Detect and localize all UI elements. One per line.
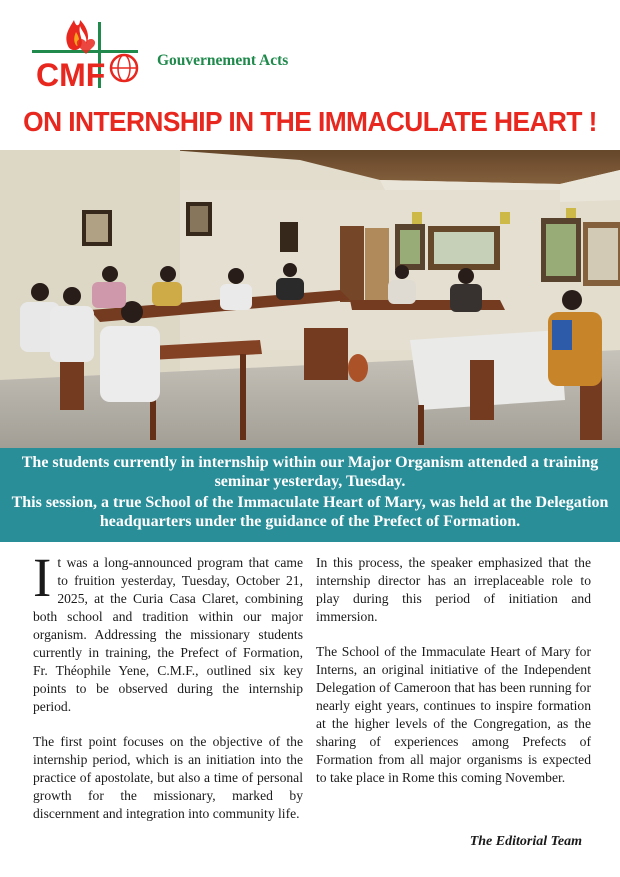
article-column-left [33,547,303,840]
seminar-photo [0,150,620,448]
summary-banner [0,448,620,542]
cmf-logo [28,16,150,94]
article-paragraph-2: The first point focuses on the objective of the internship period, which is an initiation into the practice of apostolate, but also a time of personal growth for the missionary, marked by discernment and integration into community life. [33,734,303,821]
banner-paragraph-2: This session, a true School of the Immaculate Heart of Mary, was held at the Delegation headquarters under the guidance of the Prefect of Formation. [11,494,609,530]
article-paragraph-1 [33,547,303,716]
editorial-signature: The Editorial Team [469,834,582,849]
section-label: Gouvernement Acts [157,52,289,69]
page-header [0,0,620,100]
page-title: ON INTERNSHIP IN THE IMMACULATE HEART ! [23,106,597,137]
article-paragraph-3: In this process, the speaker emphasized that the internship director has an irreplaceable role to play during this period of initiation and immersion. [316,555,591,624]
banner-paragraph-1: The students currently in internship within our Major Organism attended a training seminar yesterday, Tuesday. [21,454,599,490]
article-paragraph-4: The School of the Immaculate Heart of Mary for Interns, an original initiative of the Independent Delegation of Cameroon that has been running for nearly eight years, continues to inspire formation at the higher levels of the Congregation, as the sharing of experiences among Prefects of Formation from all major organisms is expected to take place in Rome this coming November. [316,644,591,785]
drop-cap: I [33,547,52,608]
logo-letters: CMF [36,57,106,93]
article-column-right [316,554,591,804]
article-paragraph-1-text: t was a long-announced program that came to fruition yesterday, Tuesday, October 21, 2025, at the Curia Casa Claret, combining both school and tradition within our major organism. Addressing the missionary students currently in training, the Prefect of Formation, Fr. Théophile Yene, C.M.F., outlined six key points to be observed during the internship period. [33,555,303,714]
